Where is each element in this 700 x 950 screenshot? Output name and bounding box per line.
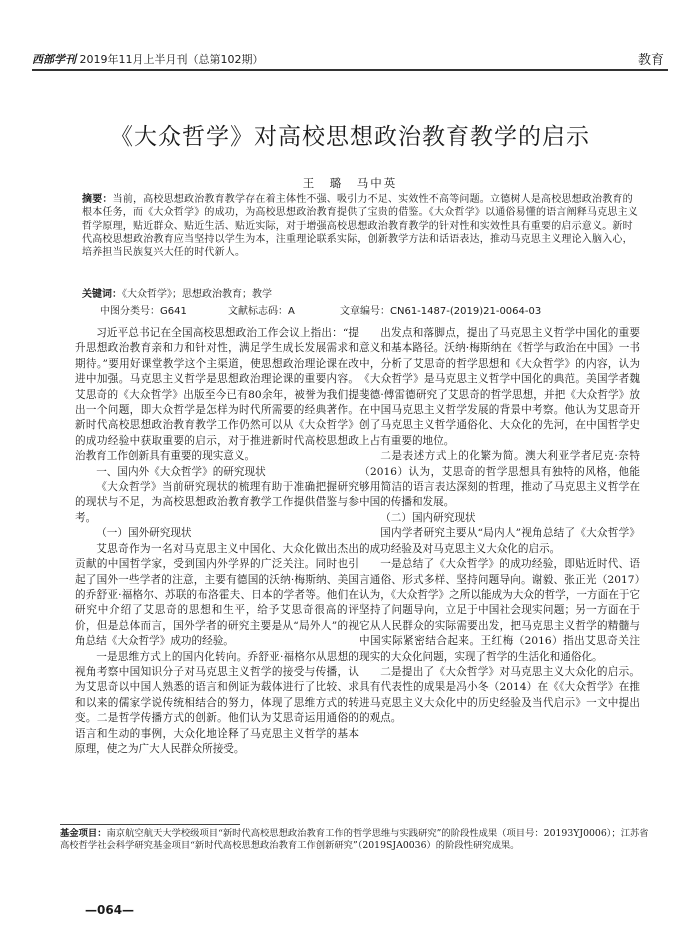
subsection-heading: （一）国外研究现状: [96, 527, 192, 540]
footnote-rule: [60, 824, 240, 825]
keywords-text: 《大众哲学》；思想政治教育；教学: [122, 289, 272, 300]
paragraph: 二是提出了《大众哲学》对马克思主义大众化的启示。具有代表性的成果是冯小冬（2014）在《《大众哲学》在推进马克思主义大众化中的历史经验及当代启示》一文中提出的观点。: [359, 665, 640, 725]
paragraph: 出发点和落脚点，提出了马克思主义哲学中国化的重要意义和基本路径。沃纳·梅斯纳在《哲学与政治在中国》一书中，分析了艾思奇的哲学思想和《大众哲学》的内容，认为《大众哲学》是马克思主义哲学中国化的典范。美国学者魏斐德·傅雷德研究了艾思奇的哲学思想，并把《大众哲学》放在中国马克思主义哲学发展的背景中考察。他认为艾思奇开创了马克思主义哲学通俗化、大众化的先河，在中国哲学史上占有重要的地位。: [359, 327, 640, 447]
abstract: [82, 193, 638, 259]
paragraph: 一是思维方式上的国内化转向。乔舒亚·福格尔从思想的视角考察中国知识分子对马克思主义哲学的接受与传播，认为艾思奇以中国人熟悉的语言和例证为载体进行了比较、求和以来的儒家学说传统相结合的努力，体现了思维方式的转变。二是哲学传播方式的创新。他们认为艾思奇运用通俗的语言和生动的事例，大众化地诠释了马克思主义哲学的基本原理，使之为广大人民群众所接受。: [75, 650, 359, 755]
clc-number: 中图分类号：G641: [100, 306, 187, 317]
paragraph: 《大众哲学》当前研究现状的梳理有助于准确把握研究的现状与不足，为高校思想政治教育教学工作提供借鉴与参考。: [75, 481, 359, 524]
keywords-label: 关键词：: [82, 289, 122, 300]
section-heading: 一、国内外《大众哲学》的研究现状: [96, 465, 266, 478]
issue-info: 2019年11月上半月刊（总第102期）: [79, 53, 264, 66]
article-number: 文章编号：CN61-1487-(2019)21-0064-03: [340, 306, 542, 317]
page-number: —064—: [85, 903, 135, 917]
journal-info: [32, 51, 264, 67]
header-rule: [32, 69, 668, 71]
abstract-label: 摘要：: [82, 194, 113, 205]
funding-text: 南京航空航天大学校级项目“新时代高校思想政治教育工作的哲学思维与实践研究”的阶段性成果（项目号：20193YJ0006）；江苏省高校哲学社会科学研究基金项目“新时代高校思想政治教育工作创新研究”（2019SJA0036）的阶段性研究成果。: [60, 828, 649, 851]
authors: 王 璐 马中英: [302, 176, 398, 190]
section-label: 教育: [637, 53, 664, 68]
funding-footnote: [60, 828, 655, 852]
keywords: [82, 285, 272, 300]
doc-code: 文献标志码：A: [228, 306, 295, 317]
column-left: [75, 326, 359, 757]
subsection-heading: （二）国内研究现状: [380, 511, 476, 524]
paragraph: 国内学者研究主要从“局内人”视角总结了《大众哲学》的成功经验及对马克思主义大众化的启示。: [359, 527, 640, 555]
abstract-text: 当前，高校思想政治教育教学存在着主体性不强、吸引力不足、实效性不高等问题。立德树人是高校思想政治教育的根本任务，而《大众哲学》的成功，为高校思想政治教育提供了宝贵的借鉴。《大众哲学》以通俗易懂的语言阐释马克思主义哲学原理，贴近群众、贴近生活、贴近实际，对于增强高校思想政治教育教学的针对性和实效性具有重要的启示意义。新时代高校思想政治教育应当坚持以学生为本，注重理论联系实际，创新教学方法和话语表达，推动马克思主义理论入脑入心，培养担当民族复兴大任的时代新人。: [82, 194, 638, 259]
paragraph: 一是总结了《大众哲学》的成功经验，即贴近时代、语言通俗、形式多样、坚持问题导向。谢毅、张正光（2017）认为，《大众哲学》之所以能成为大众的哲学，一方面在于它坚持了问题导向，立足于中国社会现实问题；另一方面在于它从人民群众的实际需要出发，把马克思主义哲学的精髓与中国实际紧密结合起来。王红梅（2016）指出艾思奇关注现实的大众化问题，实现了哲学的生活化和通俗化。: [359, 558, 640, 663]
article-title: 《大众哲学》对高校思想政治教育教学的启示: [110, 124, 590, 150]
paragraph: 二是表述方式上的化繁为简。澳大利亚学者尼克·奈特（2016）认为，艾思奇的哲学思想具有独特的风格，他能够用简洁的语言表达深刻的哲理，推动了马克思主义哲学在中国的传播和发展。: [359, 450, 640, 509]
paragraph: 习近平总书记在全国高校思想政治工作会议上指出：“提升思想政治教育亲和力和针对性，满足学生成长发展需求和期待。”要用好课堂教学这个主渠道，使思想政治理论课在改进中加强。马克思主义哲学是思想政治理论课的重要内容。艾思奇的《大众哲学》出版至今已有80余年，被誉为我们提出一个问题，即大众哲学是怎样为时代所需要的经典著作。新时代高校思想政治教育教学工作仍然可以从《大众哲学》的成功经验中获取重要的启示，对于推进新时代高校思想政治教育工作创新具有重要的现实意义。: [75, 327, 359, 463]
funding-label: 基金项目：: [60, 828, 107, 839]
journal-name: 西部学刊: [32, 53, 76, 66]
column-right: [359, 326, 640, 727]
paragraph: 艾思奇作为一名对马克思主义中国化、大众化做出杰出贡献的中国哲学家，受到国内外学界的广泛关注。同时也引起了国外一些学者的注意，主要有德国的沃纳·梅斯纳、美国的乔舒亚·福格尔、苏联的布洛霍夫、日本的学者等。他们在研究中介绍了艾思奇的思想和生平，给予艾思奇很高的评价，但是总体而言，国外学者的研究主要是从“局外人”的视角总结《大众哲学》成功的经验。: [75, 542, 359, 648]
running-header: [32, 47, 668, 69]
